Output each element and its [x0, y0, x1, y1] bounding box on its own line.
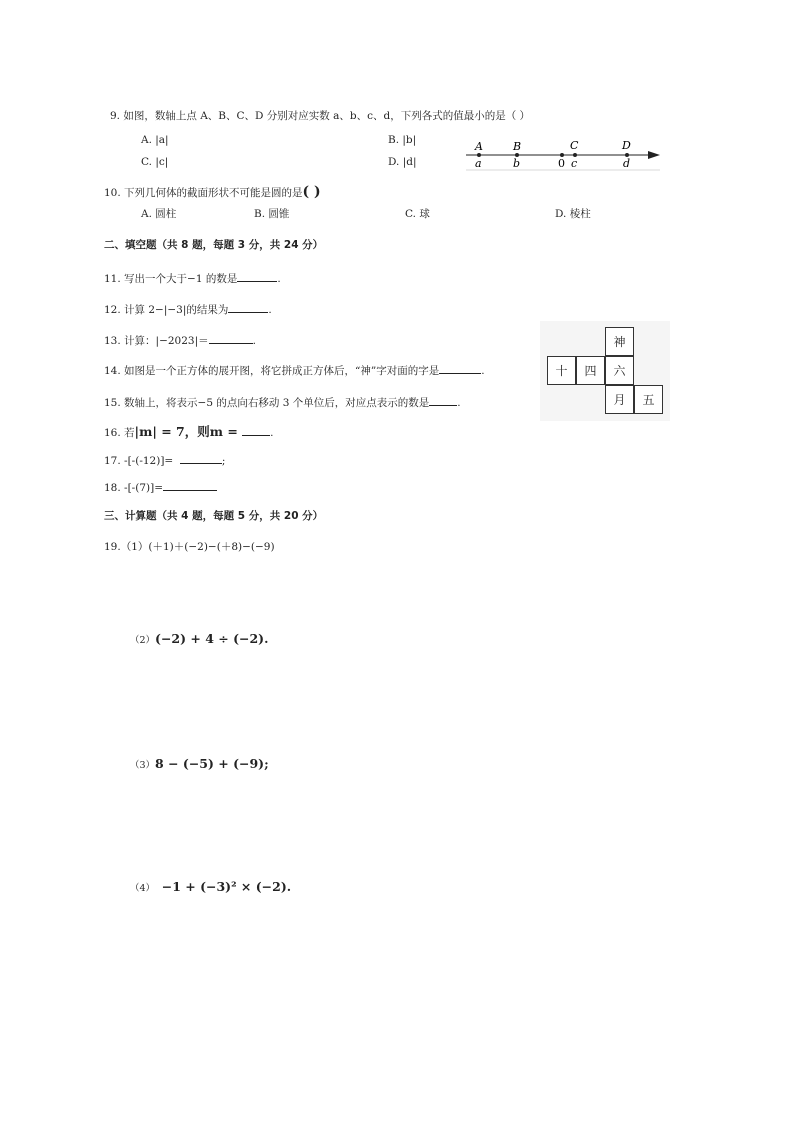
- q18-answer-blank[interactable]: [163, 479, 217, 491]
- q15-period: .: [457, 397, 461, 409]
- cube-net-figure: [540, 321, 670, 421]
- q14-answer-blank[interactable]: [439, 362, 481, 374]
- q9-stem: 9. 如图，数轴上点 A、B、C、D 分别对应实数 a、b、c、d，下列各式的值最小的是（ ）: [110, 110, 531, 122]
- q10-option-a: A. 圆柱: [141, 208, 177, 220]
- cube-face-liu: 六: [605, 356, 634, 385]
- value-label-d: d: [623, 157, 631, 170]
- q16: [104, 424, 274, 440]
- q9-option-a: A. |a|: [141, 134, 169, 146]
- q15: [104, 394, 461, 410]
- value-label-b: b: [513, 157, 521, 170]
- q17-semicolon: ;: [221, 455, 226, 467]
- q9-option-d: D. |d|: [388, 156, 417, 168]
- q19-part1: 19.（1）(＋1)＋(−2)−(＋8)−(−9): [104, 541, 275, 553]
- q10-option-c: C. 球: [405, 208, 430, 220]
- q12: [104, 301, 272, 317]
- q19-part2: [130, 632, 268, 648]
- q14-period: .: [481, 365, 485, 377]
- q14-text: 14. 如图是一个正方体的展开图，将它拼成正方体后，“神”字对面的字是: [104, 365, 440, 377]
- value-label-c: c: [571, 157, 578, 170]
- q16-answer-blank[interactable]: [242, 424, 270, 436]
- q19-part4-label: （4）: [130, 883, 156, 894]
- cube-face-shen: 神: [605, 327, 634, 356]
- q12-answer-blank[interactable]: [228, 301, 268, 313]
- q16-period: .: [270, 427, 274, 439]
- value-label-zero: 0: [558, 157, 565, 170]
- point-label-C: C: [570, 139, 579, 152]
- q10-answer-paren: ( ): [302, 184, 321, 200]
- section-3-heading: 三、计算题（共 4 题，每题 5 分，共 20 分）: [104, 510, 324, 522]
- cube-face-wu: 五: [634, 385, 663, 414]
- point-label-A: A: [475, 140, 483, 153]
- q9-option-c: C. |c|: [141, 156, 169, 168]
- cube-face-yue: 月: [605, 385, 634, 414]
- q19-part4: [130, 880, 291, 896]
- q17-text: 17. -[-(-12)]=: [104, 455, 174, 467]
- q16-math: |m| = 7，则m =: [134, 424, 243, 439]
- q12-text: 12. 计算 2−|−3|的结果为: [104, 304, 229, 316]
- q11-answer-blank[interactable]: [237, 270, 277, 282]
- section-2-heading: 二、填空题（共 8 题，每题 3 分，共 24 分）: [104, 239, 324, 251]
- q19-part4-expression: −1 + (−3)² × (−2).: [161, 879, 292, 894]
- point-label-D: D: [622, 139, 631, 152]
- q12-period: .: [268, 304, 272, 316]
- q18: [104, 479, 217, 495]
- q11: [104, 270, 281, 286]
- q19-part3-expression: 8 − (−5) + (−9);: [155, 756, 269, 771]
- q13-answer-blank[interactable]: [209, 332, 253, 344]
- q10-stem-text: 10. 下列几何体的截面形状不可能是圆的是: [104, 187, 303, 199]
- q19-part3-label: （3）: [130, 760, 156, 771]
- q15-answer-blank[interactable]: [429, 394, 457, 406]
- q18-text: 18. -[-(7)]=: [104, 482, 163, 494]
- q13: [104, 332, 256, 348]
- q11-text: 11. 写出一个大于−1 的数是: [104, 273, 238, 285]
- q9-option-b: B. |b|: [388, 134, 417, 146]
- q15-text: 15. 数轴上，将表示−5 的点向右移动 3 个单位后，对应点表示的数是: [104, 397, 430, 409]
- q13-period: .: [252, 335, 256, 347]
- q17-answer-blank[interactable]: [180, 452, 222, 464]
- point-label-B: B: [513, 140, 522, 153]
- q17: [104, 452, 225, 468]
- q19-part3: [130, 757, 269, 773]
- q13-text: 13. 计算：|−2023|＝: [104, 335, 209, 347]
- q10-option-b: B. 圆锥: [254, 208, 290, 220]
- q14: [104, 362, 485, 378]
- number-line-figure: [462, 138, 662, 174]
- q19-part2-label: （2）: [130, 635, 156, 646]
- q10-stem: [104, 185, 321, 200]
- cube-face-shi: 十: [547, 356, 576, 385]
- cube-face-si: 四: [576, 356, 605, 385]
- value-label-a: a: [475, 157, 482, 170]
- q11-period: .: [277, 273, 281, 285]
- q16-text: 16. 若: [104, 427, 135, 439]
- arrow-right-icon: [648, 151, 660, 159]
- q19-part2-expression: (−2) + 4 ÷ (−2).: [155, 631, 269, 646]
- q10-option-d: D. 棱柱: [555, 208, 591, 220]
